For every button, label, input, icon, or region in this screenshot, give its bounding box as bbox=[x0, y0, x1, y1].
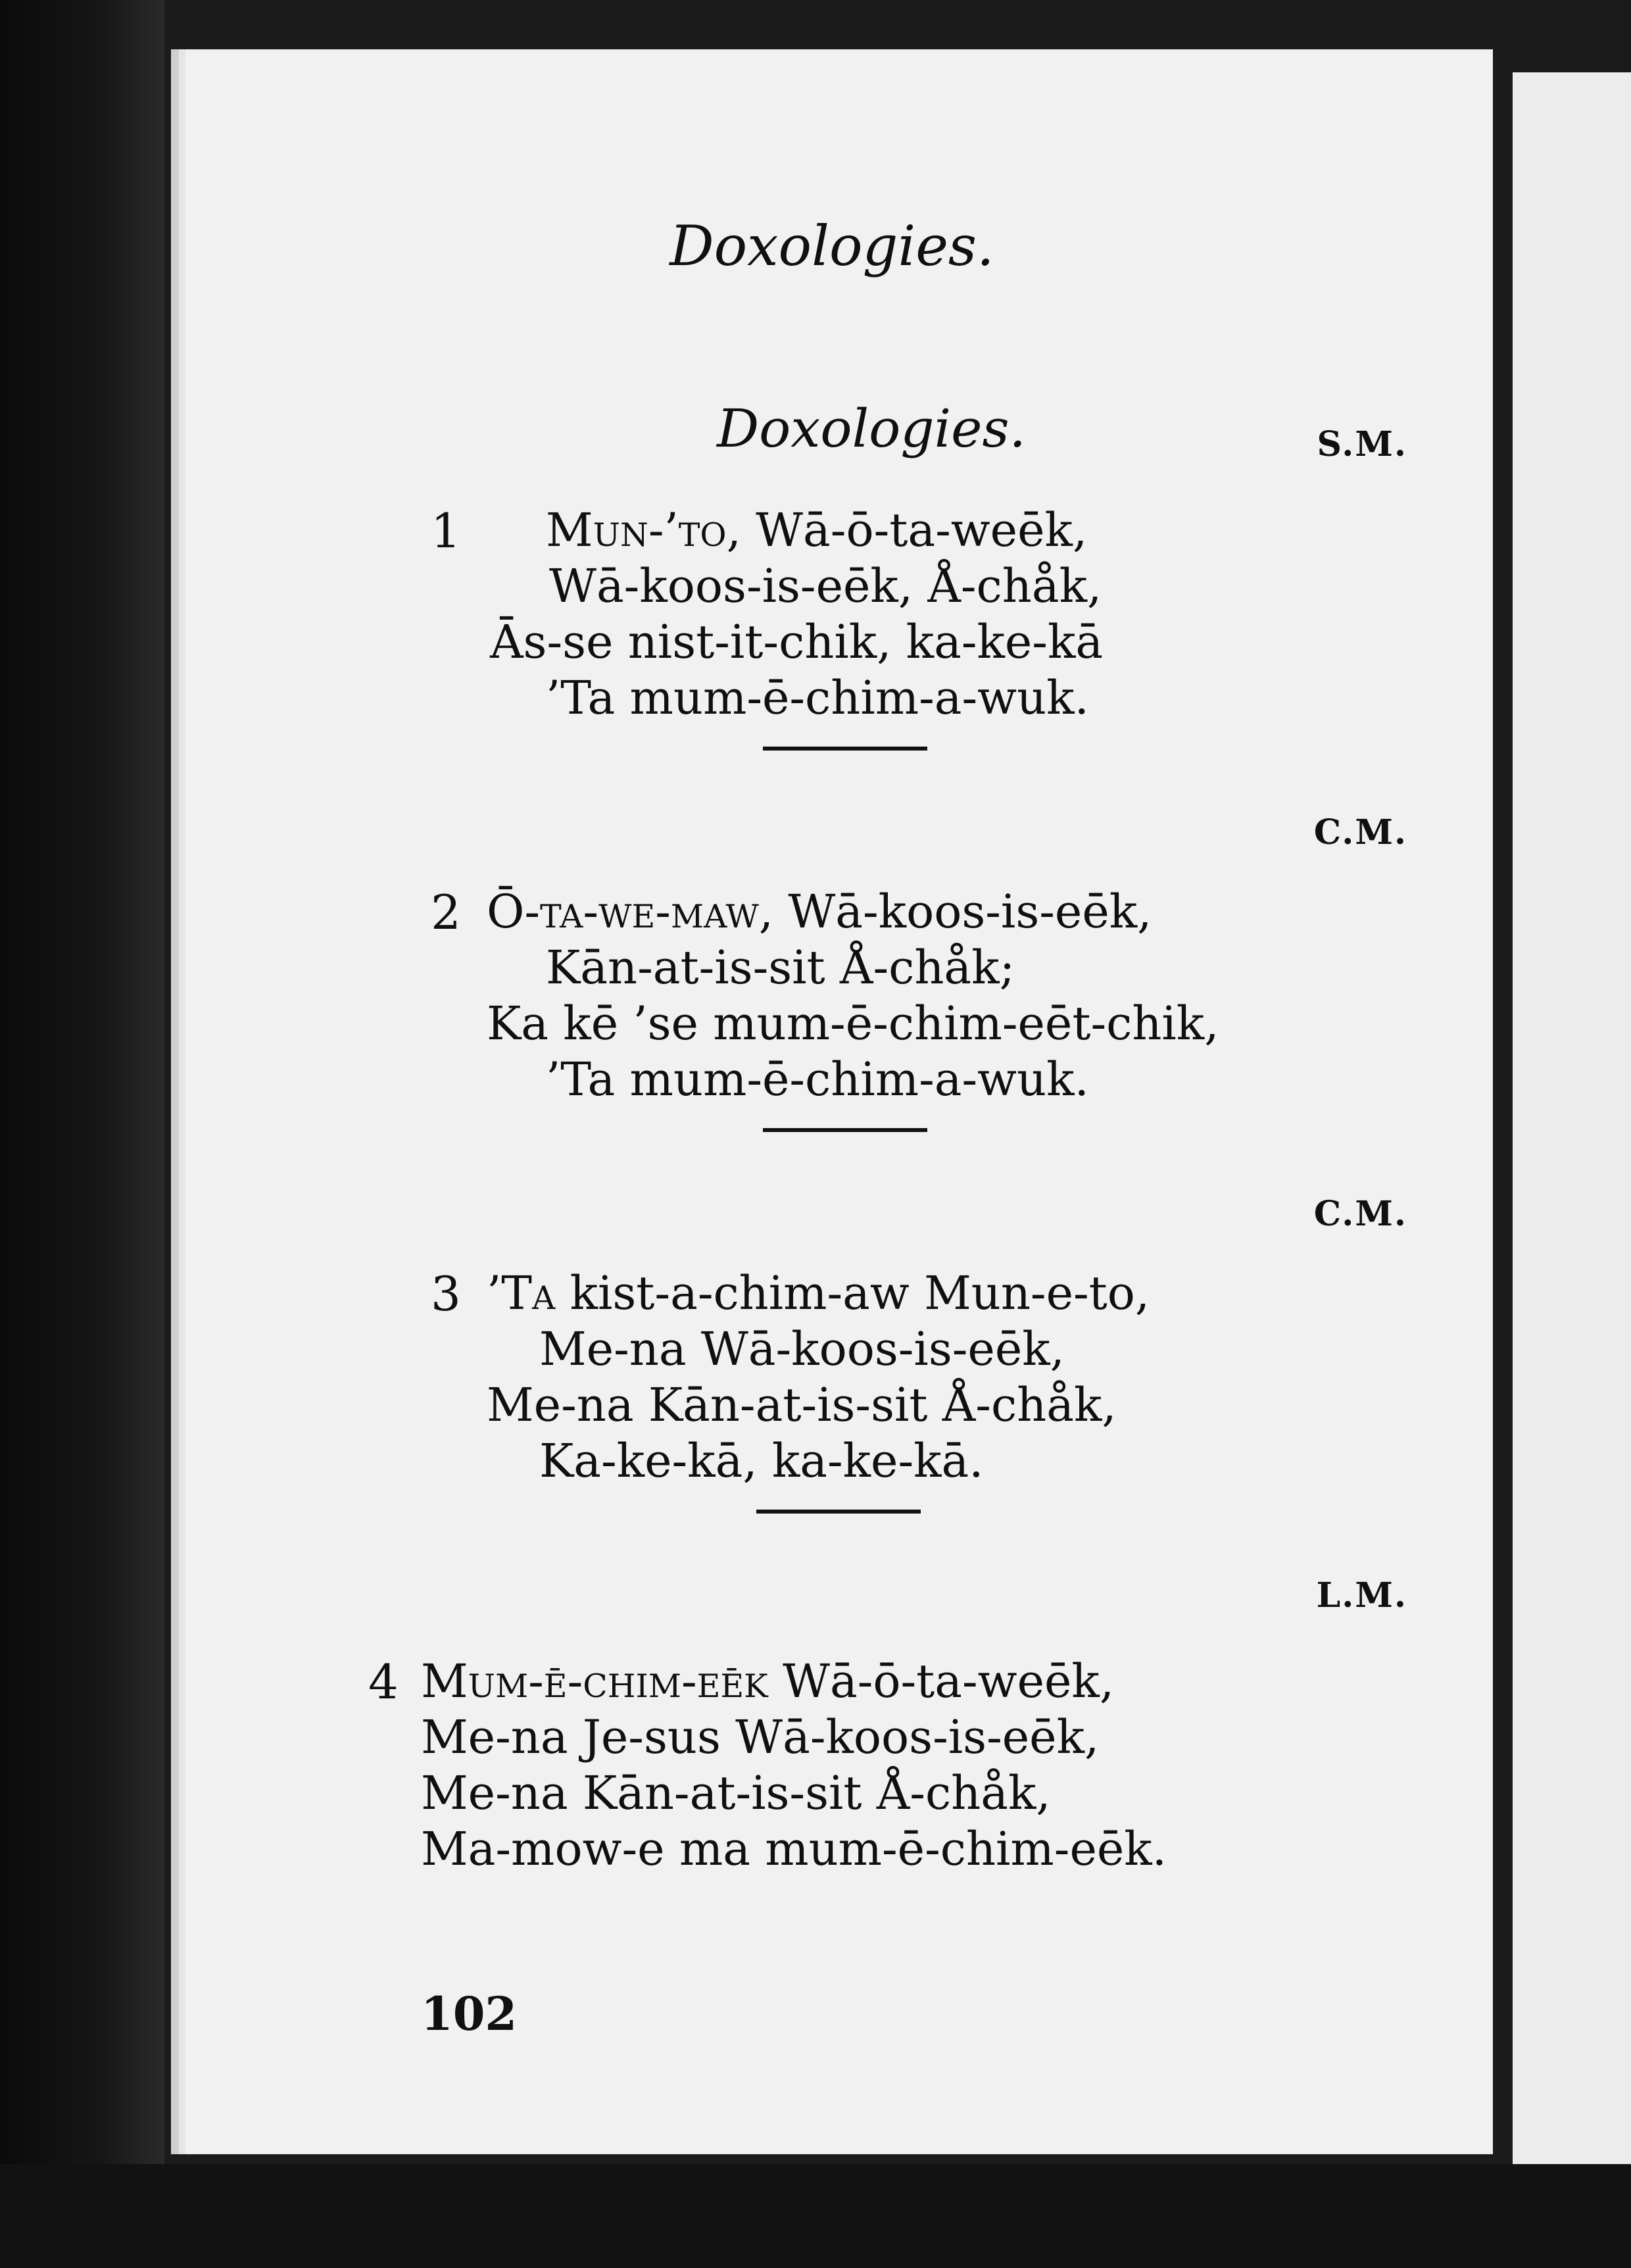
verse-2-line-3: Ka kē ’se mum-ē-chim-eēt-chik, bbox=[487, 997, 1219, 1050]
running-head: Doxologies. bbox=[669, 214, 994, 278]
verse-4-line-2: Me-na Je-sus Wā-koos-is-eēk, bbox=[421, 1710, 1100, 1764]
verse-3-number: 3 bbox=[431, 1266, 461, 1321]
verse-4-number: 4 bbox=[368, 1654, 399, 1710]
verse-2-line-1 bbox=[487, 885, 1152, 939]
verse-4-line-3: Me-na Kān-at-is-sit Å-chåk, bbox=[421, 1766, 1051, 1820]
verse-1-number: 1 bbox=[431, 503, 461, 558]
verse-3-line-3: Me-na Kān-at-is-sit Å-chåk, bbox=[487, 1378, 1117, 1432]
verse-1-line-1 bbox=[546, 503, 1087, 557]
verse-1-opening: Mun-’to, bbox=[546, 503, 741, 557]
verse-4-line-4: Ma-mow-e ma mum-ē-chim-eēk. bbox=[421, 1822, 1167, 1876]
verse-4-meter: L.M. bbox=[1316, 1575, 1407, 1615]
verse-1-line-1-rest: Wā-ō-ta-weēk, bbox=[741, 503, 1088, 557]
verse-2-line-2: Kān-at-is-sit Å-chåk; bbox=[546, 941, 1015, 995]
verse-3-line-4: Ka-ke-kā, ka-ke-kā. bbox=[539, 1434, 984, 1488]
verse-2-opening: Ō-ta-we-maw, bbox=[487, 885, 774, 939]
verse-divider bbox=[756, 1510, 921, 1514]
book-bottom-edge bbox=[0, 2164, 1631, 2268]
verse-divider bbox=[763, 747, 927, 751]
book-page bbox=[171, 49, 1493, 2154]
verse-3-line-1-rest: kist-a-chim-aw Mun-e-to, bbox=[555, 1266, 1150, 1320]
verse-4-line-1 bbox=[421, 1654, 1114, 1708]
verse-3-line-1 bbox=[487, 1266, 1150, 1320]
verse-2-number: 2 bbox=[431, 885, 461, 940]
facing-page-edge bbox=[1513, 72, 1631, 2177]
page-number: 102 bbox=[421, 1986, 518, 2041]
verse-3-line-2: Me-na Wā-koos-is-eēk, bbox=[539, 1322, 1065, 1376]
verse-3-opening: ’Ta bbox=[487, 1266, 556, 1320]
verse-1-line-2: Wā-koos-is-eēk, Å-chåk, bbox=[549, 559, 1102, 613]
verse-2-line-1-rest: Wā-koos-is-eēk, bbox=[773, 885, 1152, 939]
verse-1-meter: S.M. bbox=[1317, 424, 1407, 464]
verse-3-meter: C.M. bbox=[1313, 1194, 1407, 1234]
verse-1-line-4: ’Ta mum-ē-chim-a-wuk. bbox=[546, 671, 1089, 725]
book-gutter-shadow bbox=[0, 0, 164, 2268]
verse-divider bbox=[763, 1128, 927, 1132]
verse-4-opening: Mum-ē-chim-eēk bbox=[421, 1654, 768, 1708]
verse-2-meter: C.M. bbox=[1313, 812, 1407, 852]
verse-2-line-4: ’Ta mum-ē-chim-a-wuk. bbox=[546, 1052, 1089, 1106]
section-title: Doxologies. bbox=[717, 398, 1026, 459]
verse-1-line-3: Ās-se nist-it-chik, ka-ke-kā bbox=[490, 615, 1104, 669]
verse-4-line-1-rest: Wā-ō-ta-weēk, bbox=[767, 1654, 1115, 1708]
